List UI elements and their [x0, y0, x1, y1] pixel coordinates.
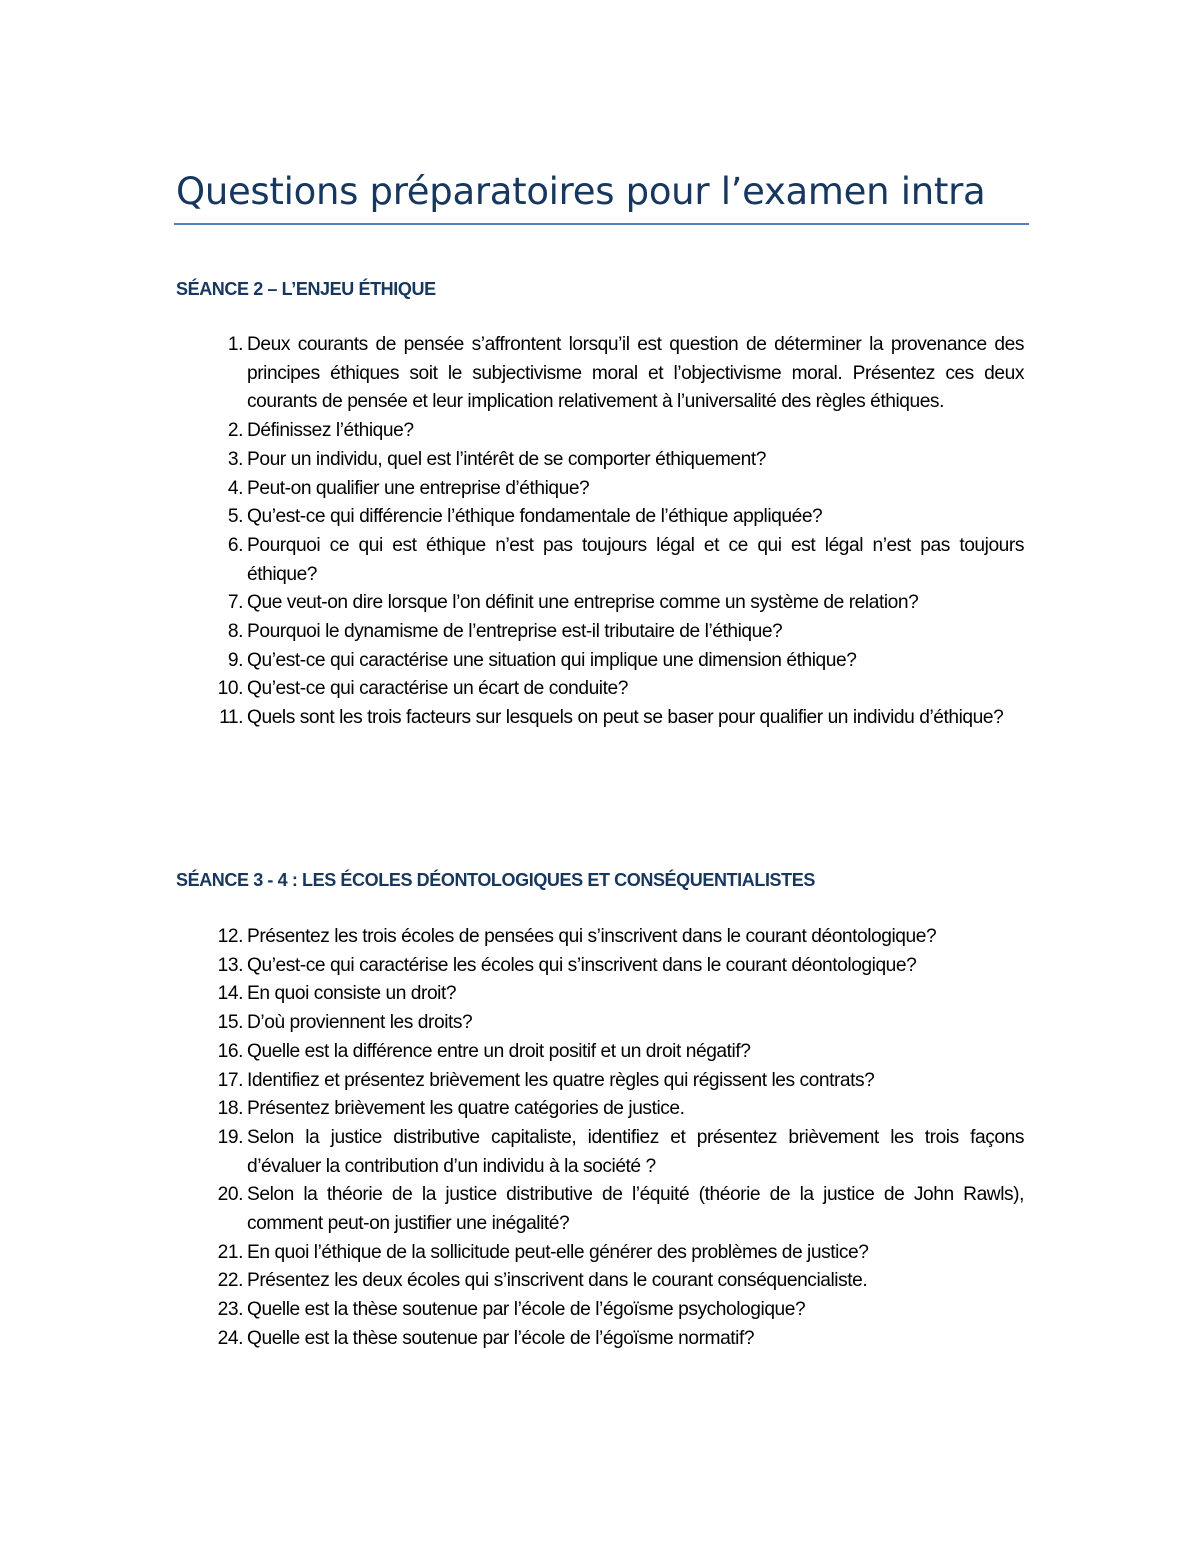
question-list-seance-3-4: [205, 923, 1024, 1354]
question-number: 3.: [227, 448, 243, 470]
question-number: 16.: [217, 1040, 243, 1062]
question-number: 19.: [217, 1126, 243, 1148]
question-text: Qu’est-ce qui différencie l’éthique fondamentale de l’éthique appliquée?: [247, 506, 823, 528]
question-item: [205, 331, 1024, 417]
question-number: 12.: [217, 926, 243, 947]
question-item: [205, 532, 1024, 589]
question-number: 18.: [217, 1098, 243, 1120]
question-item: [205, 675, 1024, 704]
question-item: [205, 704, 1024, 733]
question-text: Que veut-on dire lorsque l’on définit une entreprise comme un système de relation?: [247, 592, 919, 614]
question-number: 8.: [227, 621, 243, 643]
question-text: Selon la théorie de la justice distributive de l’équité (théorie de la justice de John Rawls), comment peut-on justifier une inégalité?: [247, 1184, 1024, 1235]
question-item: [205, 618, 1024, 647]
question-item: [205, 1095, 1024, 1124]
question-number: 21.: [217, 1241, 243, 1263]
document-title: Questions préparatoires pour l’examen intra: [176, 170, 986, 213]
question-item: [205, 1124, 1024, 1181]
question-item: [205, 503, 1024, 532]
section-heading-seance-2: SÉANCE 2 – L’ENJEU ÉTHIQUE: [176, 279, 436, 299]
question-item: [205, 1009, 1024, 1038]
question-number: 9.: [227, 649, 243, 671]
question-number: 15.: [217, 1012, 243, 1034]
question-text: Quelle est la thèse soutenue par l’école de l’égoïsme psychologique?: [247, 1299, 806, 1321]
question-item: [205, 1325, 1024, 1354]
question-text: Pour un individu, quel est l’intérêt de se comporter éthiquement?: [247, 448, 766, 470]
question-number: 1.: [227, 334, 243, 355]
question-number: 23.: [217, 1299, 243, 1321]
question-text: Deux courants de pensée s’affrontent lorsqu’il est question de déterminer la provenance des principes éthiques soit le subjectivisme moral et l’objectivisme moral. Présentez ces deux courants de pensée et leur implication relativement à l’universalité des règles éthiques.: [247, 334, 1024, 413]
question-text: Quels sont les trois facteurs sur lesquels on peut se baser pour qualifier un individu d’éthique?: [247, 707, 1004, 729]
question-number: 5.: [227, 506, 243, 528]
title-underline: [174, 223, 1029, 225]
question-item: [205, 923, 1024, 952]
question-text: Qu’est-ce qui caractérise une situation qui implique une dimension éthique?: [247, 649, 857, 671]
question-text: Qu’est-ce qui caractérise les écoles qui s’inscrivent dans le courant déontologique?: [247, 954, 917, 976]
question-item: [205, 1296, 1024, 1325]
question-item: [205, 952, 1024, 981]
question-number: 22.: [217, 1270, 243, 1292]
question-item: [205, 1038, 1024, 1067]
question-item: [205, 1267, 1024, 1296]
question-item: [205, 647, 1024, 676]
question-item: [205, 446, 1024, 475]
question-number: 20.: [217, 1184, 243, 1206]
question-item: [205, 1067, 1024, 1096]
question-list-seance-2: [205, 331, 1024, 733]
question-text: Présentez les deux écoles qui s’inscrivent dans le courant conséquencialiste.: [247, 1270, 868, 1292]
question-text: Selon la justice distributive capitaliste, identifiez et présentez brièvement les trois façons d’évaluer la contribution d’un individu à la société ?: [247, 1126, 1024, 1177]
question-text: Présentez brièvement les quatre catégories de justice.: [247, 1098, 685, 1120]
question-item: [205, 589, 1024, 618]
question-number: 13.: [217, 954, 243, 976]
question-number: 17.: [217, 1069, 243, 1091]
section-heading-seance-3-4: SÉANCE 3 - 4 : LES ÉCOLES DÉONTOLOGIQUES ET CONSÉQUENTIALISTES: [176, 870, 815, 890]
question-item: [205, 1239, 1024, 1268]
question-item: [205, 1181, 1024, 1238]
question-text: Définissez l’éthique?: [247, 420, 414, 442]
question-text: Qu’est-ce qui caractérise un écart de conduite?: [247, 678, 628, 700]
question-item: [205, 417, 1024, 446]
question-text: En quoi consiste un droit?: [247, 983, 457, 1005]
question-text: Quelle est la thèse soutenue par l’école de l’égoïsme normatif?: [247, 1327, 755, 1349]
question-text: Quelle est la différence entre un droit positif et un droit négatif?: [247, 1040, 751, 1062]
question-number: 6.: [227, 534, 243, 556]
question-text: En quoi l’éthique de la sollicitude peut-elle générer des problèmes de justice?: [247, 1241, 869, 1263]
question-text: Peut-on qualifier une entreprise d’éthique?: [247, 477, 590, 499]
question-number: 14.: [217, 983, 243, 1005]
question-number: 10.: [217, 678, 243, 700]
question-text: Présentez les trois écoles de pensées qui s’inscrivent dans le courant déontologique?: [247, 926, 937, 947]
question-number: 4.: [227, 477, 243, 499]
question-number: 7.: [227, 592, 243, 614]
question-number: 11.: [219, 707, 243, 729]
question-text: Pourquoi ce qui est éthique n’est pas toujours légal et ce qui est légal n’est pas toujours éthique?: [247, 534, 1024, 585]
question-item: [205, 475, 1024, 504]
question-number: 2.: [227, 420, 243, 442]
question-number: 24.: [217, 1327, 243, 1349]
question-text: Pourquoi le dynamisme de l’entreprise est-il tributaire de l’éthique?: [247, 621, 783, 643]
question-item: [205, 980, 1024, 1009]
question-text: Identifiez et présentez brièvement les quatre règles qui régissent les contrats?: [247, 1069, 875, 1091]
question-text: D’où proviennent les droits?: [247, 1012, 473, 1034]
